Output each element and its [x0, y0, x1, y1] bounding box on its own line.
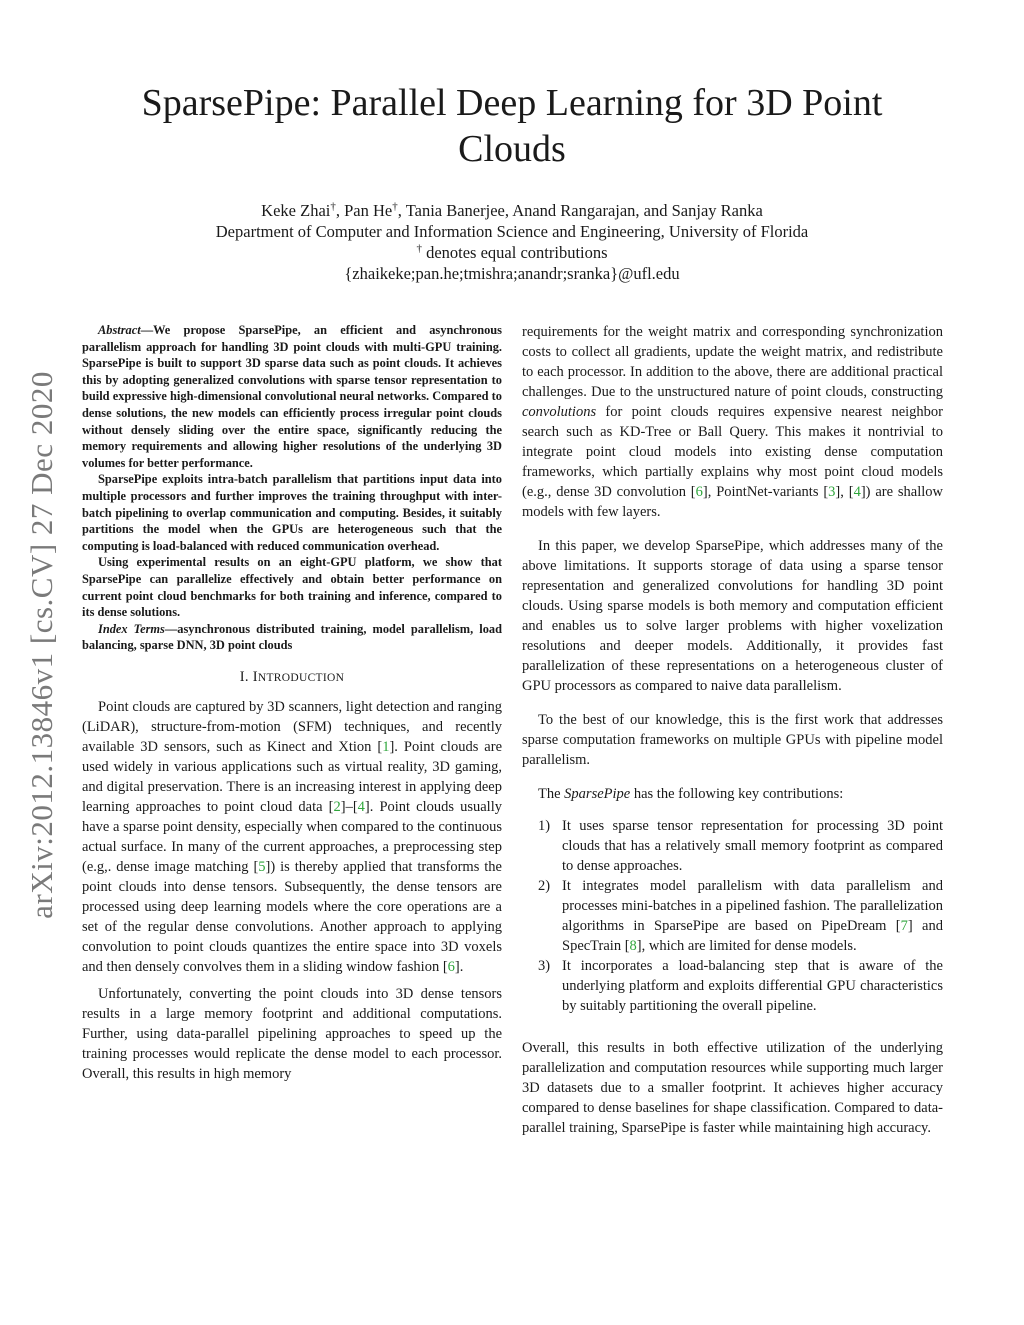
title-line-1: SparsePipe: Parallel Deep Learning for 3D Point	[141, 82, 883, 124]
author-2: Pan He	[344, 201, 393, 220]
citation-link[interactable]: 7	[900, 918, 908, 934]
author-list	[80, 200, 944, 221]
section-heading-introduction	[82, 667, 502, 688]
list-number: 3)	[538, 958, 551, 974]
contributions-list	[522, 816, 943, 1016]
right-paragraph-3: To the best of our knowledge, this is the first work that addresses sparse computation frameworks on multiple GPUs with pipeline model parallelism.	[522, 712, 943, 768]
index-terms-label: Index Terms	[98, 621, 165, 636]
paper-title	[80, 80, 944, 172]
author-rest: Tania Banerjee, Anand Rangarajan, and Sanjay Ranka	[405, 201, 763, 220]
author-sep: ,	[335, 201, 345, 220]
right-paragraph-1: requirements for the weight matrix and corresponding synchronization costs to collect all gradients, update the weight matrix, and redistribute to each processor. In addition to the above, there are additional practical challenges. Due to the unstructured nature of point clouds, constructing convolutions for point clouds requires expensive nearest neighbor search such as KD-Tree or Ball Query. This makes it nontrivial to integrate point cloud models into existing dense computation frameworks, which partially explains why most point cloud models (e.g., dense 3D convolution [6], PointNet-variants [3], [4]) are shallow models with few layers.	[522, 324, 943, 520]
emphasis-text: SparsePipe	[564, 786, 631, 802]
abstract-text-1: —We propose SparsePipe, an efficient and asynchronous parallelism approach for handling 3D point clouds with multi-GPU training. SparsePipe is built to support 3D sparse data such as point clouds. It achieves this by adopting generalized convolutions with sparse tensor representation to build expressive high-dimensional convolutional neural networks. Compared to dense solutions, the new models can efficiently process irregular point clouds without densely sliding over the entire space, significantly reducing the memory requirements and allowing higher resolutions of the underlying 3D volumes for better performance.	[82, 323, 502, 470]
arxiv-identifier: arXiv:2012.13846v1 [cs.CV] 27 Dec 2020	[24, 371, 59, 919]
citation-link[interactable]: 4	[357, 798, 365, 815]
author-1-mark: †	[330, 200, 336, 213]
list-item	[522, 816, 943, 876]
list-item-text: It integrates model parallelism with data parallelism and processes mini-batches in a pipelined fashion. The parallelization algorithms in SparsePipe are based on PipeDream [7] and SpecTrain [8], which are limited for dense models.	[562, 878, 943, 954]
citation-link[interactable]: 5	[258, 858, 266, 875]
list-number: 2)	[538, 878, 551, 894]
equal-contribution-note	[80, 242, 944, 263]
abstract-p1	[82, 322, 502, 471]
list-item-text: It uses sparse tensor representation for processing 3D point clouds that has a relatively small memory footprint as compared to dense approaches.	[562, 818, 943, 874]
intro-paragraph-1: Point clouds are captured by 3D scanners, light detection and ranging (LiDAR), structure-from-motion (SFM) techniques, and recently available 3D sensors, such as Kinect and Xtion [1]. Point clouds are used widely in various applications such as virtual reality, 3D gaming, and digital preservation. There is an increasing interest in applying deep learning approaches to point cloud data [2]–[4]. Point clouds usually have a sparse point density, especially when compared to the continuous actual surface. In many of the current approaches, a preprocessing step (e.g,. dense image matching [5]) is thereby applied that transforms the point clouds into dense tensors. Subsequently, the dense tensors are processed using deep learning models where the core operations are a set of the regular dense convolutions. Another approach to applying convolution to point clouds quantizes the entire space into 3D voxels and then densely convolves them in a sliding window fashion [6].	[82, 698, 503, 975]
citation-link[interactable]: 6	[695, 484, 703, 500]
list-item	[522, 876, 943, 956]
index-terms-text: —asynchronous distributed training, model parallelism, load balancing, sparse DNN, 3D point clouds	[82, 621, 502, 653]
citation-link[interactable]: 1	[382, 738, 390, 755]
title-line-2: Clouds	[458, 128, 566, 170]
list-item-text: It incorporates a load-balancing step that is aware of the underlying platform and exploits differential GPU characteristics by suitably partitioning the overall pipeline.	[562, 958, 943, 1014]
index-terms	[82, 621, 502, 654]
citation-link[interactable]: 2	[333, 798, 341, 815]
list-number: 1)	[538, 818, 551, 834]
citation-link[interactable]: 3	[828, 484, 836, 500]
list-item	[522, 956, 943, 1016]
right-column	[522, 322, 943, 1138]
emphasis-text: convolutions	[522, 404, 597, 420]
author-1: Keke Zhai	[261, 201, 331, 220]
right-paragraph-4: The SparsePipe has the following key contributions:	[538, 786, 844, 802]
author-2-mark: †	[392, 200, 398, 213]
affiliation: Department of Computer and Information Science and Engineering, University of Florida	[215, 222, 809, 241]
author-block	[80, 200, 944, 284]
right-paragraph-2: In this paper, we develop SparsePipe, which addresses many of the above limitations. It supports storage of data using a sparse tensor representation and generalized convolutions for handling 3D point clouds. Using sparse models is both memory and computation efficient and enables us to solve larger problems with higher voxelization resolutions and deeper models. Additionally, it provides fast parallelization of these representations on a heterogeneous cluster of GPU processors as compared to naive data parallelism.	[522, 538, 943, 694]
emails: {zhaikeke;pan.he;tmishra;anandr;sranka}@ufl.edu	[344, 264, 680, 283]
citation-link[interactable]: 6	[447, 958, 455, 975]
citation-link[interactable]: 8	[629, 938, 637, 954]
citation-link[interactable]: 4	[853, 484, 861, 500]
left-column	[82, 322, 502, 1084]
equal-mark: †	[416, 242, 422, 255]
abstract-p3: Using experimental results on an eight-GPU platform, we show that SparsePipe can parallelize effectively and obtain better performance on current point cloud benchmarks for both training and inference, compared to its dense solutions.	[82, 555, 502, 620]
equal-note-text: denotes equal contributions	[421, 243, 608, 262]
abstract-p2: SparsePipe exploits intra-batch parallelism that partitions input data into multiple processors and further improves the training throughput with inter-batch pipelining to overlap communication and computing. Besides, it suitably partitions the model when the GPUs are heterogeneous such that the computing is load-balanced with reduced communication overhead.	[82, 472, 502, 553]
section-number: I.	[239, 668, 253, 685]
arxiv-sidebar	[0, 0, 80, 1325]
author-sep: ,	[397, 201, 406, 220]
paper-header	[80, 80, 944, 284]
intro-paragraph-2: Unfortunately, converting the point clouds into 3D dense tensors results in a large memory footprint and additional computations. Further, using data-parallel pipelining approaches to speed up the training processes would replicate the dense model to each processor. Overall, this results in high memory	[82, 985, 502, 1082]
right-paragraph-5: Overall, this results in both effective utilization of the underlying parallelization and computation resources while supporting much larger 3D datasets due to a smaller footprint. It achieves higher accuracy compared to dense baselines for shape classification. Compared to data-parallel training, SparsePipe is faster while maintaining high accuracy.	[522, 1040, 943, 1136]
section-title-rest: NTRODUCTION	[257, 671, 345, 684]
abstract-label: Abstract	[98, 323, 141, 337]
section-title-first: I	[252, 668, 258, 685]
abstract	[82, 322, 502, 654]
